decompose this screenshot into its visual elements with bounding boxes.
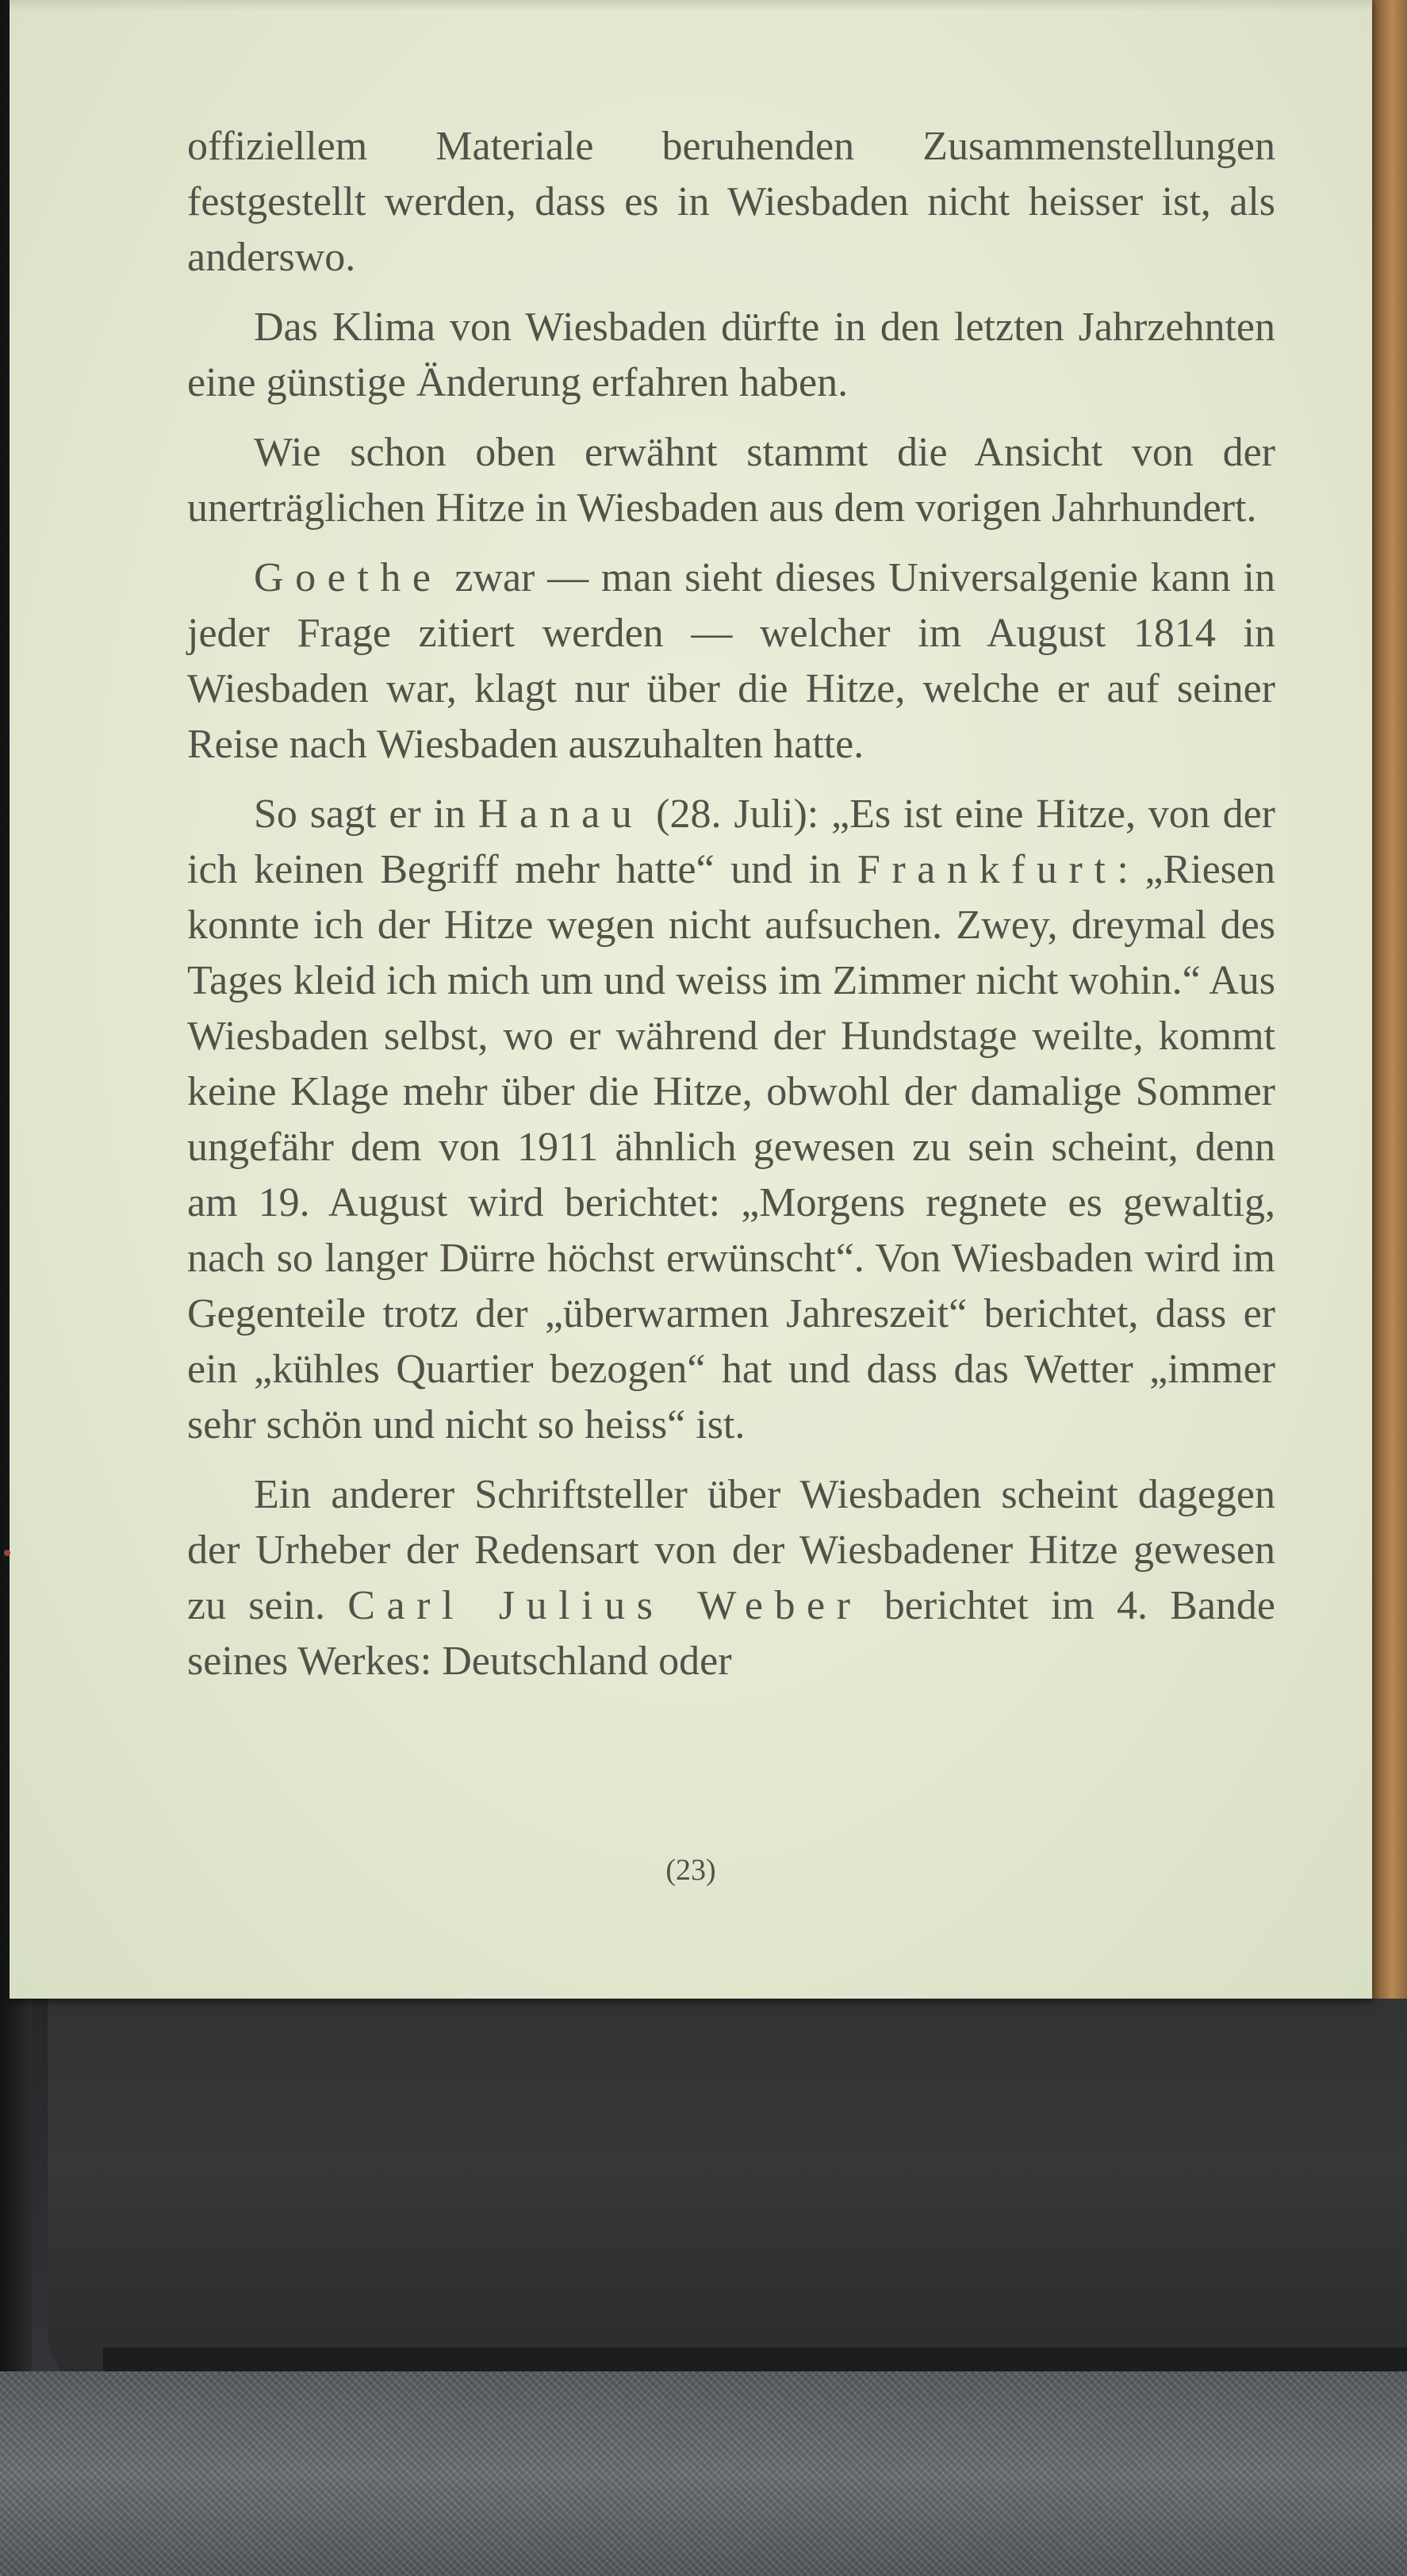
text-run: (28. Juli): „Es ist eine Hitze, von der ich keinen Begriff mehr hatte“ und in [187, 792, 1275, 892]
paragraph-2 [187, 300, 1275, 411]
page-edge-right [1369, 0, 1407, 1999]
textured-surface [0, 2371, 1407, 2576]
page-number: (23) [665, 1853, 716, 1887]
book-page [10, 0, 1372, 1999]
paragraph-4 [187, 550, 1275, 772]
text-run: berichtet im 4. Bande seines Werkes: Deutschland oder [187, 1583, 1276, 1684]
page-text [187, 119, 1275, 1704]
paragraph-3 [187, 425, 1275, 536]
text-run: : „Riesen konnte ich der Hitze wegen nicht aufsuchen. Zwey, dreymal des Tages kleid ich mich um und weiss im Zimmer nicht wohin.“ Aus Wiesbaden selbst, wo er während der Hundstage weilte, kommt keine Klage mehr über die Hitze, obwohl der damalige Sommer ungefähr dem von 1911 ähnlich gewesen zu sein scheint, denn am 19. August wird berichtet: „Morgens regnete es gewaltig, nach so langer Dürre höchst erwünscht“. Von Wiesbaden wird im Gegenteile trotz der „überwarmen Jahreszeit“ berichtet, dass er ein „kühles Quartier bezogen“ hat und dass das Wetter „immer sehr schön und nicht so heiss“ ist. [187, 847, 1276, 1447]
text-run: So sagt er in [254, 792, 478, 837]
paragraph-1 [187, 119, 1275, 286]
text-run: offiziellem Materiale beruhenden Zusammenstellungen festgestellt werden, dass es in Wiesbaden nicht heisser ist, als anderswo. [187, 124, 1275, 280]
text-run: Das Klima von Wiesbaden dürfte in den letzten Jahrzehnten eine günstige Änderung erfahren haben. [187, 305, 1275, 405]
text-run: Wie schon oben erwähnt stammt die Ansicht von der unerträglichen Hitze in Wiesbaden aus dem vorigen Jahrhundert. [187, 430, 1275, 531]
text-run: zwar — man sieht dieses Universalgenie kann in jeder Frage zitiert werden — welcher im August 1814 in Wiesbaden war, klagt nur über die Hitze, welche er auf seiner Reise nach Wiesbaden auszuhalten hatte. [187, 555, 1275, 767]
spaced-name-goethe: Goethe [254, 555, 443, 600]
paragraph-5 [187, 787, 1275, 1453]
margin-mark [4, 1550, 10, 1556]
spaced-place-frankfurt: Frankfurt [857, 847, 1118, 892]
spaced-place-hanau: Hanau [477, 792, 644, 837]
text-run: Ein anderer Schriftsteller über Wiesbaden scheint dagegen der Urheber der Redensart von der Wiesbadener Hitze gewesen zu sein. [187, 1472, 1275, 1628]
paragraph-6 [187, 1467, 1275, 1689]
spaced-name-weber: Carl Julius Weber [347, 1583, 862, 1628]
